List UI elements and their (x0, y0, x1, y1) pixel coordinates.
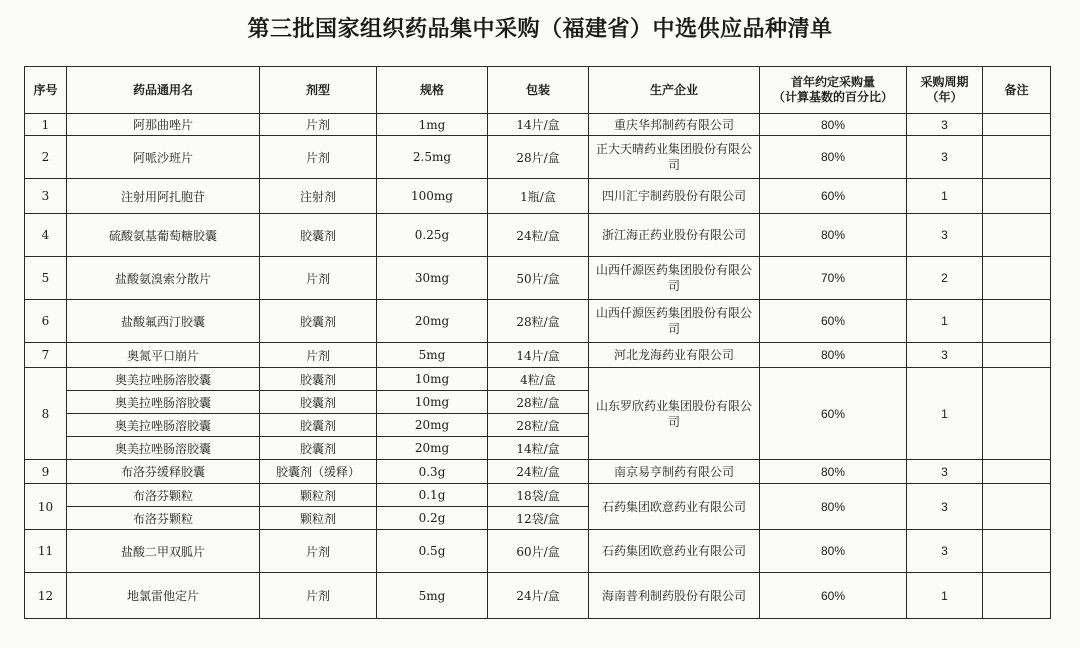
cell-pack: 50片/盒 (488, 257, 589, 300)
cell-seq: 4 (25, 214, 67, 257)
cell-volume: 80% (760, 484, 907, 530)
table-row (25, 460, 1051, 484)
cell-remark (983, 484, 1051, 530)
cell-seq: 5 (25, 257, 67, 300)
header-company: 生产企业 (589, 67, 760, 114)
cell-remark (983, 300, 1051, 343)
cell-name: 阿那曲唑片 (67, 114, 260, 136)
cell-seq: 3 (25, 179, 67, 214)
cell-spec: 1mg (377, 114, 488, 136)
cell-name: 布洛芬缓释胶囊 (67, 460, 260, 484)
cell-pack: 24粒/盒 (488, 460, 589, 484)
cell-spec: 20mg (377, 414, 488, 437)
cell-remark (983, 257, 1051, 300)
cell-pack: 14片/盒 (488, 114, 589, 136)
cell-pack: 28粒/盒 (488, 300, 589, 343)
cell-remark (983, 179, 1051, 214)
header-volume-line2: （计算基数的百分比） (772, 90, 893, 104)
table-row (25, 573, 1051, 619)
cell-name: 硫酸氨基葡萄糖胶囊 (67, 214, 260, 257)
cell-spec: 0.5g (377, 530, 488, 573)
header-cycle-line1: 采购周期 (920, 75, 969, 89)
cell-name: 奥美拉唑肠溶胶囊 (67, 391, 260, 414)
cell-company: 河北龙海药业有限公司 (589, 343, 760, 368)
cell-seq: 11 (25, 530, 67, 573)
cell-spec: 0.2g (377, 507, 488, 530)
cell-company: 浙江海正药业股份有限公司 (589, 214, 760, 257)
cell-company: 四川汇宇制药股份有限公司 (589, 179, 760, 214)
cell-cycle: 3 (907, 484, 983, 530)
cell-company: 山东罗欣药业集团股份有限公司 (589, 368, 760, 460)
cell-form: 胶囊剂（缓释） (260, 460, 377, 484)
cell-remark (983, 114, 1051, 136)
table-row (25, 214, 1051, 257)
cell-spec: 5mg (377, 343, 488, 368)
cell-cycle: 3 (907, 214, 983, 257)
cell-cycle: 2 (907, 257, 983, 300)
cell-volume: 80% (760, 460, 907, 484)
cell-volume: 60% (760, 573, 907, 619)
cell-pack: 4粒/盒 (488, 368, 589, 391)
cell-company: 正大天晴药业集团股份有限公司 (589, 136, 760, 179)
cell-name: 布洛芬颗粒 (67, 507, 260, 530)
cell-seq: 9 (25, 460, 67, 484)
cell-form: 片剂 (260, 136, 377, 179)
cell-cycle: 1 (907, 300, 983, 343)
cell-cycle: 3 (907, 460, 983, 484)
cell-remark (983, 214, 1051, 257)
cell-pack: 24粒/盒 (488, 214, 589, 257)
cell-spec: 10mg (377, 391, 488, 414)
cell-form: 胶囊剂 (260, 368, 377, 391)
table-row (25, 530, 1051, 573)
cell-remark (983, 343, 1051, 368)
cell-name: 盐酸氨溴索分散片 (67, 257, 260, 300)
cell-form: 胶囊剂 (260, 437, 377, 460)
cell-name: 注射用阿扎胞苷 (67, 179, 260, 214)
cell-form: 片剂 (260, 114, 377, 136)
cell-name: 布洛芬颗粒 (67, 484, 260, 507)
cell-name: 盐酸二甲双胍片 (67, 530, 260, 573)
table-row (25, 300, 1051, 343)
cell-volume: 80% (760, 136, 907, 179)
cell-name: 盐酸氟西汀胶囊 (67, 300, 260, 343)
cell-spec: 20mg (377, 300, 488, 343)
cell-remark (983, 368, 1051, 460)
table-row (25, 136, 1051, 179)
cell-company: 山西仟源医药集团股份有限公司 (589, 257, 760, 300)
header-form: 剂型 (260, 67, 377, 114)
cell-spec: 5mg (377, 573, 488, 619)
cell-company: 南京易亨制药有限公司 (589, 460, 760, 484)
cell-pack: 24片/盒 (488, 573, 589, 619)
header-seq: 序号 (25, 67, 67, 114)
cell-remark (983, 136, 1051, 179)
cell-company: 石药集团欧意药业有限公司 (589, 484, 760, 530)
cell-form: 片剂 (260, 343, 377, 368)
cell-cycle: 3 (907, 114, 983, 136)
cell-form: 片剂 (260, 257, 377, 300)
cell-pack: 12袋/盒 (488, 507, 589, 530)
cell-volume: 60% (760, 179, 907, 214)
cell-pack: 60片/盒 (488, 530, 589, 573)
cell-seq: 7 (25, 343, 67, 368)
header-cycle-line2: （年） (926, 90, 963, 104)
cell-pack: 28粒/盒 (488, 414, 589, 437)
cell-pack: 18袋/盒 (488, 484, 589, 507)
cell-volume: 80% (760, 114, 907, 136)
cell-spec: 30mg (377, 257, 488, 300)
cell-volume: 80% (760, 214, 907, 257)
cell-form: 片剂 (260, 530, 377, 573)
cell-form: 片剂 (260, 573, 377, 619)
header-remark: 备注 (983, 67, 1051, 114)
cell-cycle: 1 (907, 573, 983, 619)
cell-name: 奥氮平口崩片 (67, 343, 260, 368)
header-name: 药品通用名 (67, 67, 260, 114)
cell-pack: 28粒/盒 (488, 391, 589, 414)
cell-cycle: 1 (907, 368, 983, 460)
cell-spec: 0.3g (377, 460, 488, 484)
cell-seq: 1 (25, 114, 67, 136)
cell-spec: 10mg (377, 368, 488, 391)
cell-remark (983, 530, 1051, 573)
cell-form: 注射剂 (260, 179, 377, 214)
cell-seq: 8 (25, 368, 67, 460)
header-volume-line1: 首年约定采购量 (790, 75, 875, 89)
cell-company: 山西仟源医药集团股份有限公司 (589, 300, 760, 343)
cell-cycle: 1 (907, 179, 983, 214)
cell-form: 胶囊剂 (260, 414, 377, 437)
cell-company: 重庆华邦制药有限公司 (589, 114, 760, 136)
cell-company: 石药集团欧意药业有限公司 (589, 530, 760, 573)
table-row (25, 179, 1051, 214)
cell-name: 地氯雷他定片 (67, 573, 260, 619)
cell-name: 奥美拉唑肠溶胶囊 (67, 414, 260, 437)
cell-seq: 6 (25, 300, 67, 343)
cell-name: 奥美拉唑肠溶胶囊 (67, 368, 260, 391)
cell-volume: 60% (760, 368, 907, 460)
cell-seq: 2 (25, 136, 67, 179)
cell-pack: 14片/盒 (488, 343, 589, 368)
cell-seq: 10 (25, 484, 67, 530)
cell-remark (983, 460, 1051, 484)
cell-form: 胶囊剂 (260, 391, 377, 414)
header-spec: 规格 (377, 67, 488, 114)
cell-name: 奥美拉唑肠溶胶囊 (67, 437, 260, 460)
cell-volume: 80% (760, 343, 907, 368)
table-row (25, 114, 1051, 136)
cell-spec: 2.5mg (377, 136, 488, 179)
cell-seq: 12 (25, 573, 67, 619)
cell-remark (983, 573, 1051, 619)
cell-volume: 60% (760, 300, 907, 343)
cell-spec: 0.25g (377, 214, 488, 257)
cell-spec: 100mg (377, 179, 488, 214)
header-volume (760, 67, 907, 114)
cell-cycle: 3 (907, 136, 983, 179)
table-row (25, 484, 1051, 507)
cell-spec: 20mg (377, 437, 488, 460)
page-title: 第三批国家组织药品集中采购（福建省）中选供应品种清单 (247, 17, 833, 42)
procurement-table (24, 66, 1051, 619)
cell-cycle: 3 (907, 530, 983, 573)
cell-form: 颗粒剂 (260, 484, 377, 507)
table-row (25, 368, 1051, 391)
header-cycle (907, 67, 983, 114)
table-row (25, 343, 1051, 368)
header-row (25, 67, 1051, 114)
cell-pack: 28片/盒 (488, 136, 589, 179)
cell-form: 胶囊剂 (260, 300, 377, 343)
cell-cycle: 3 (907, 343, 983, 368)
cell-form: 颗粒剂 (260, 507, 377, 530)
cell-pack: 14粒/盒 (488, 437, 589, 460)
cell-pack: 1瓶/盒 (488, 179, 589, 214)
cell-volume: 70% (760, 257, 907, 300)
procurement-table-wrapper (24, 66, 1050, 619)
table-row (25, 257, 1051, 300)
cell-volume: 80% (760, 530, 907, 573)
header-pack: 包装 (488, 67, 589, 114)
cell-name: 阿哌沙班片 (67, 136, 260, 179)
cell-company: 海南普利制药股份有限公司 (589, 573, 760, 619)
cell-spec: 0.1g (377, 484, 488, 507)
cell-form: 胶囊剂 (260, 214, 377, 257)
